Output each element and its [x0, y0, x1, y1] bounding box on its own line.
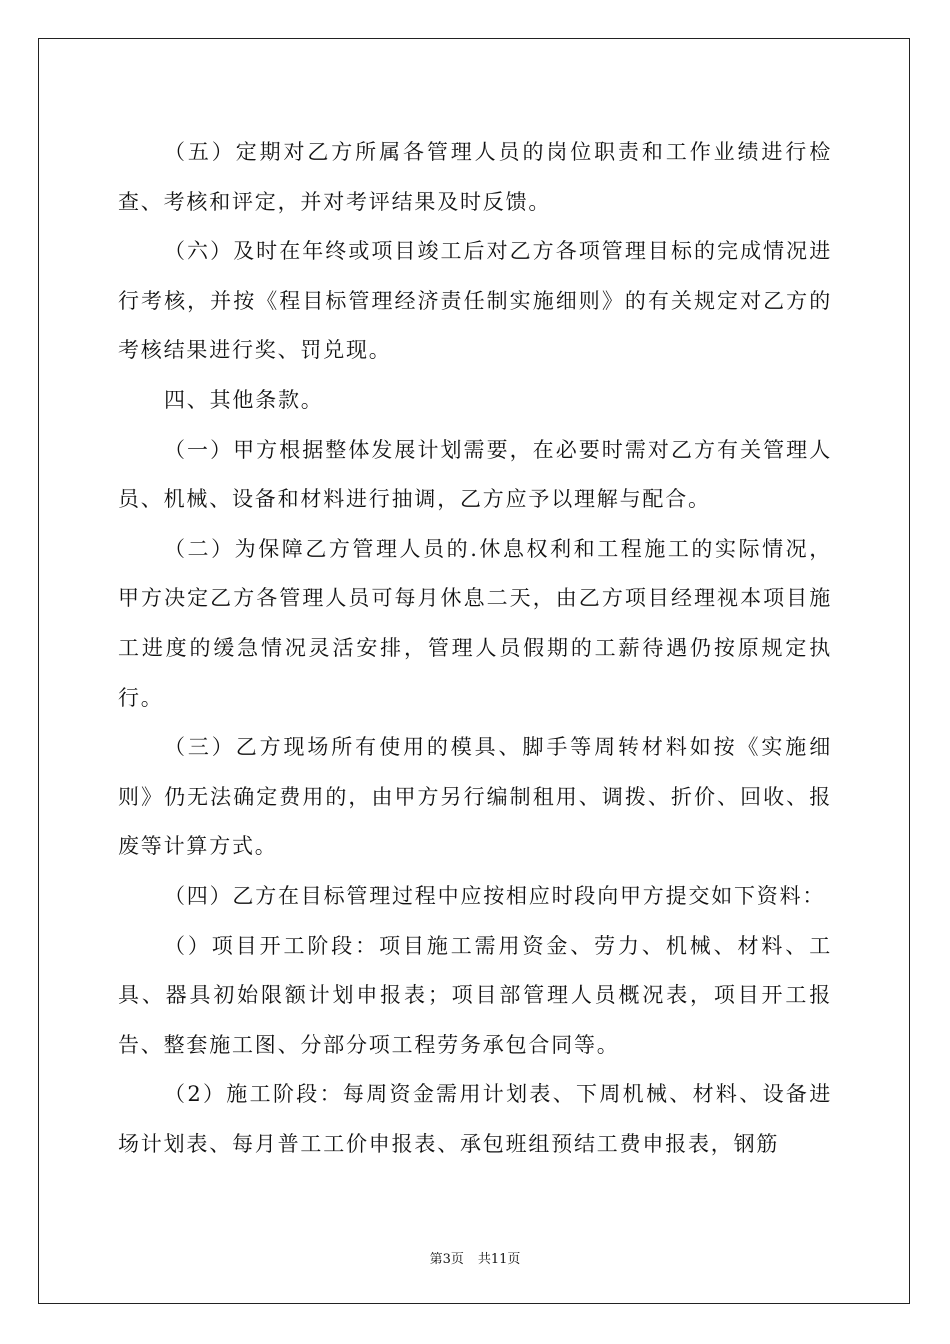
paragraph-stage-start: （）项目开工阶段：项目施工需用资金、劳力、机械、材料、工具、器具初始限额计划申报表；项目部管理人员概况表，项目开工报告、整套施工图、分部分项工程劳务承包合同等。: [118, 933, 832, 1057]
paragraph-term-3: （三）乙方现场所有使用的模具、脚手等周转材料如按《实施细则》仍无法确定费用的，由甲方另行编制租用、调拨、折价、回收、报废等计算方式。: [118, 735, 832, 859]
paragraph-item-5: （五）定期对乙方所属各管理人员的岗位职责和工作业绩进行检查、考核和评定，并对考评结果及时反馈。: [118, 140, 832, 214]
page-number: 第3页: [429, 1252, 464, 1267]
paragraph-term-4: （四）乙方在目标管理过程中应按相应时段向甲方提交如下资料：: [164, 883, 826, 908]
section-heading-other-terms: 四、其他条款。: [164, 387, 324, 412]
paragraph-term-1: （一）甲方根据整体发展计划需要，在必要时需对乙方有关管理人员、机械、设备和材料进行抽调，乙方应予以理解与配合。: [118, 437, 832, 512]
page-total: 共11页: [477, 1252, 521, 1267]
paragraph-item-6: （六）及时在年终或项目竣工后对乙方各项管理目标的完成情况进行考核，并按《程目标管理经济责任制实施细则》的有关规定对乙方的考核结果进行奖、罚兑现。: [118, 239, 832, 363]
page-footer: [0, 1248, 950, 1267]
document-body: [118, 128, 832, 1169]
paragraph-term-2: （二）为保障乙方管理人员的.休息权利和工程施工的实际情况，甲方决定乙方各管理人员可每月休息二天，由乙方项目经理视本项目施工进度的缓急情况灵活安排，管理人员假期的工薪待遇仍按原规定执行。: [118, 536, 832, 710]
paragraph-stage-construction: （2）施工阶段：每周资金需用计划表、下周机械、材料、设备进场计划表、每月普工工价申报表、承包班组预结工费申报表，钢筋: [118, 1082, 832, 1156]
